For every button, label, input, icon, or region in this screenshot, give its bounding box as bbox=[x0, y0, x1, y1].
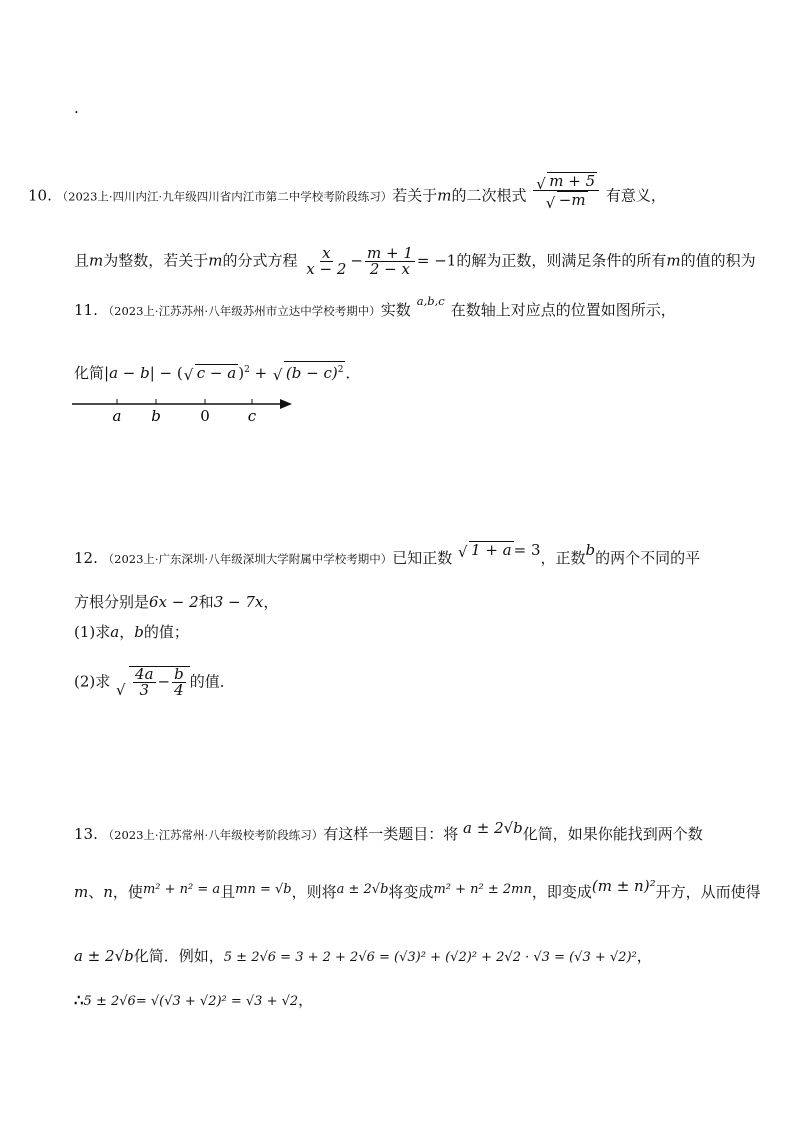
number-line bbox=[72, 393, 292, 433]
q10-source: （2023上·四川内江·九年级四川省内江市第二中学校考阶段练习） bbox=[56, 189, 393, 204]
top-dot: . bbox=[74, 99, 79, 117]
q10-eq-frac2: $\frac{m + 1}{2 - x}$ bbox=[366, 244, 413, 278]
q13-line2: m、n，使m² + n² = a且mn = √b，则将a ± 2√b将变成m² + n² ± 2mn，即变成(m ± n)²开方，从而使得 bbox=[74, 877, 761, 901]
q11-expression: 化简|a − b| − (√ c − a )$^2$ + √ $(b - c)^2$ ． bbox=[74, 360, 360, 383]
tick-label-a: a bbox=[112, 407, 122, 425]
q10-line1: 10. （2023上·四川内江·九年级四川省内江市第二中学校考阶段练习）若关于m的二次根式 √ m + 5 √ −m 有意义， bbox=[28, 178, 666, 215]
q10-eq-frac1: $\frac{x}{x - 2}$ bbox=[306, 244, 347, 278]
q12-line2: 方根分别是6x − 2和3 − 7x， bbox=[74, 593, 279, 611]
q10-number: 10. bbox=[28, 186, 52, 205]
q12-part2: (2)求 √ $\frac{4a}{3}$ − $\frac{b}{4}$ 的值． bbox=[74, 666, 235, 698]
q11-line1: 11. （2023上·江苏苏州·八年级苏州市立达中学校考期中）实数 $^{a,b,c}$ 在数轴上对应点的位置如图所示， bbox=[74, 294, 676, 319]
q10-line2: 且m为整数，若关于m的分式方程 $\frac{x}{x - 2}$ − $\frac{m + 1}{2 - x}$ = −1的解为正数，则满足条件的所有m的值的积为 bbox=[74, 244, 756, 278]
tick-label-0: 0 bbox=[200, 407, 210, 425]
q13-line4: ∴5 ± 2√6= √(√3 + √2)² = √3 + √2， bbox=[74, 991, 314, 1009]
tick-label-b: b bbox=[151, 407, 161, 425]
q12-part1: (1)求a，b的值； bbox=[74, 623, 189, 641]
tick-label-c: c bbox=[247, 407, 257, 425]
q12-line1: 12. （2023上·广东深圳·八年级深圳大学附属中学校考期中）已知正数 √ 1 + a = 3，正数b的两个不同的平 bbox=[74, 548, 700, 569]
q13-line3: a ± 2√b化简．例如，5 ± 2√6 = 3 + 2 + 2√6 = (√3)² + (√2)² + 2√2 · √3 = (√3 + √2)²， bbox=[74, 947, 652, 965]
q13-line1: 13. （2023上·江苏常州·八年级校考阶段练习）有这样一类题目：将 a ± 2√b化简，如果你能找到两个数 bbox=[74, 819, 703, 843]
q10-radical-fraction: √ m + 5 √ −m bbox=[533, 172, 599, 209]
